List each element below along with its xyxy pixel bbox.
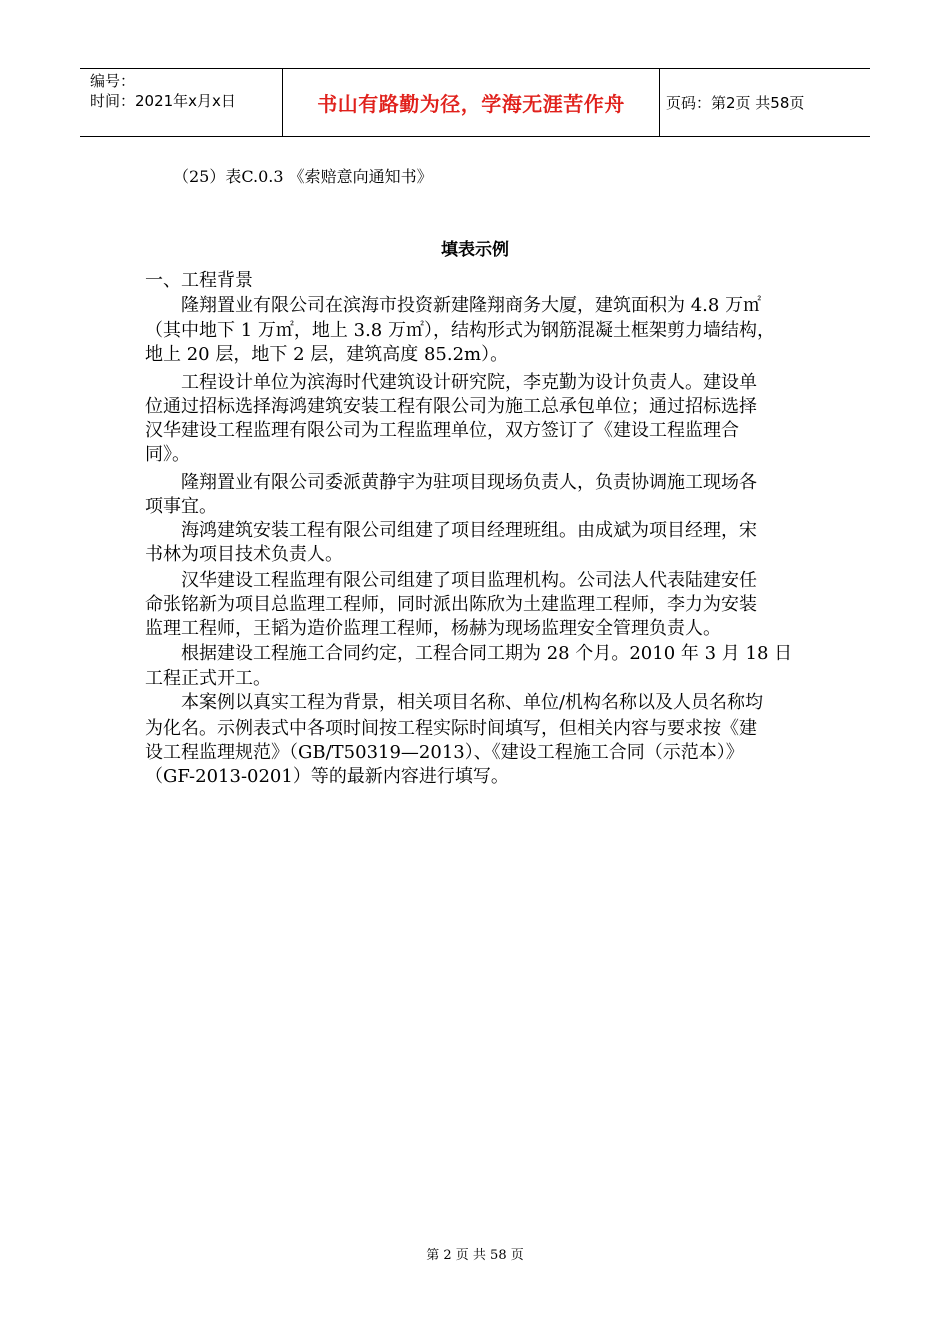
header-page-cell: [660, 69, 876, 136]
paragraph-line: 监理工程师，王韬为造价监理工程师，杨赫为现场监理安全管理负责人。: [145, 618, 721, 639]
paragraph-line: 本案例以真实工程为背景，相关项目名称、单位/机构名称以及人员名称均: [181, 692, 764, 713]
paragraph-line: 设工程监理规范》（GB/T50319—2013）、《建设工程施工合同（示范本）》: [145, 742, 744, 763]
paragraph-line: 书林为项目技术负责人。: [145, 544, 343, 565]
serial-label: 编号：: [90, 72, 136, 90]
paragraph-line: 汉华建设工程监理有限公司为工程监理单位，双方签订了《建设工程监理合: [145, 420, 739, 441]
paragraph-line: 位通过招标选择海鸿建筑安装工程有限公司为施工总承包单位；通过招标选择: [145, 396, 757, 417]
paragraph-line: （GF-2013-0201）等的最新内容进行填写。: [145, 766, 509, 787]
paragraph-line: 命张铭新为项目总监理工程师，同时派出陈欣为土建监理工程师，李力为安装: [145, 594, 757, 615]
page-info: 页码：第2页 共58页: [666, 94, 805, 112]
page-header: [80, 68, 870, 137]
form-reference: （25）表C.0.3 《索赔意向通知书》: [173, 167, 433, 186]
time-label: 时间：2021年x月x日: [90, 92, 236, 110]
page-footer: 第 2 页 共 58 页: [426, 1248, 524, 1263]
paragraph-line: 海鸿建筑安装工程有限公司组建了项目经理班组。由成斌为项目经理，宋: [181, 520, 757, 541]
paragraph-line: 同》。: [145, 444, 190, 465]
header-info-cell: [80, 69, 283, 136]
paragraph-line: 为化名。示例表式中各项时间按工程实际时间填写，但相关内容与要求按《建: [145, 718, 757, 739]
paragraph-line: 根据建设工程施工合同约定，工程合同工期为 28 个月。2010 年 3 月 18 日: [181, 643, 793, 664]
paragraph-line: 工程正式开工。: [145, 668, 271, 689]
paragraph-line: 地上 20 层，地下 2 层，建筑高度 85.2m）。: [145, 344, 509, 365]
paragraph-line: 工程设计单位为滨海时代建筑设计研究院，李克勤为设计负责人。建设单: [181, 372, 757, 393]
motto: 书山有路勤为径，学海无涯苦作舟: [317, 92, 625, 116]
paragraph-line: 隆翔置业有限公司在滨海市投资新建隆翔商务大厦，建筑面积为 4.8 万㎡: [181, 295, 762, 316]
paragraph-line: 隆翔置业有限公司委派黄静宇为驻项目现场负责人，负责协调施工现场各: [181, 472, 757, 493]
paragraph-line: （其中地下 1 万㎡，地上 3.8 万㎡），结构形式为钢筋混凝土框架剪力墙结构，: [145, 320, 775, 341]
paragraph-line: 项事宜。: [145, 496, 217, 517]
header-motto-cell: [283, 69, 660, 136]
paragraph-line: 汉华建设工程监理有限公司组建了项目监理机构。公司法人代表陆建安任: [181, 570, 757, 591]
section-title: 填表示例: [441, 240, 509, 260]
heading-background: 一、工程背景: [145, 270, 253, 291]
